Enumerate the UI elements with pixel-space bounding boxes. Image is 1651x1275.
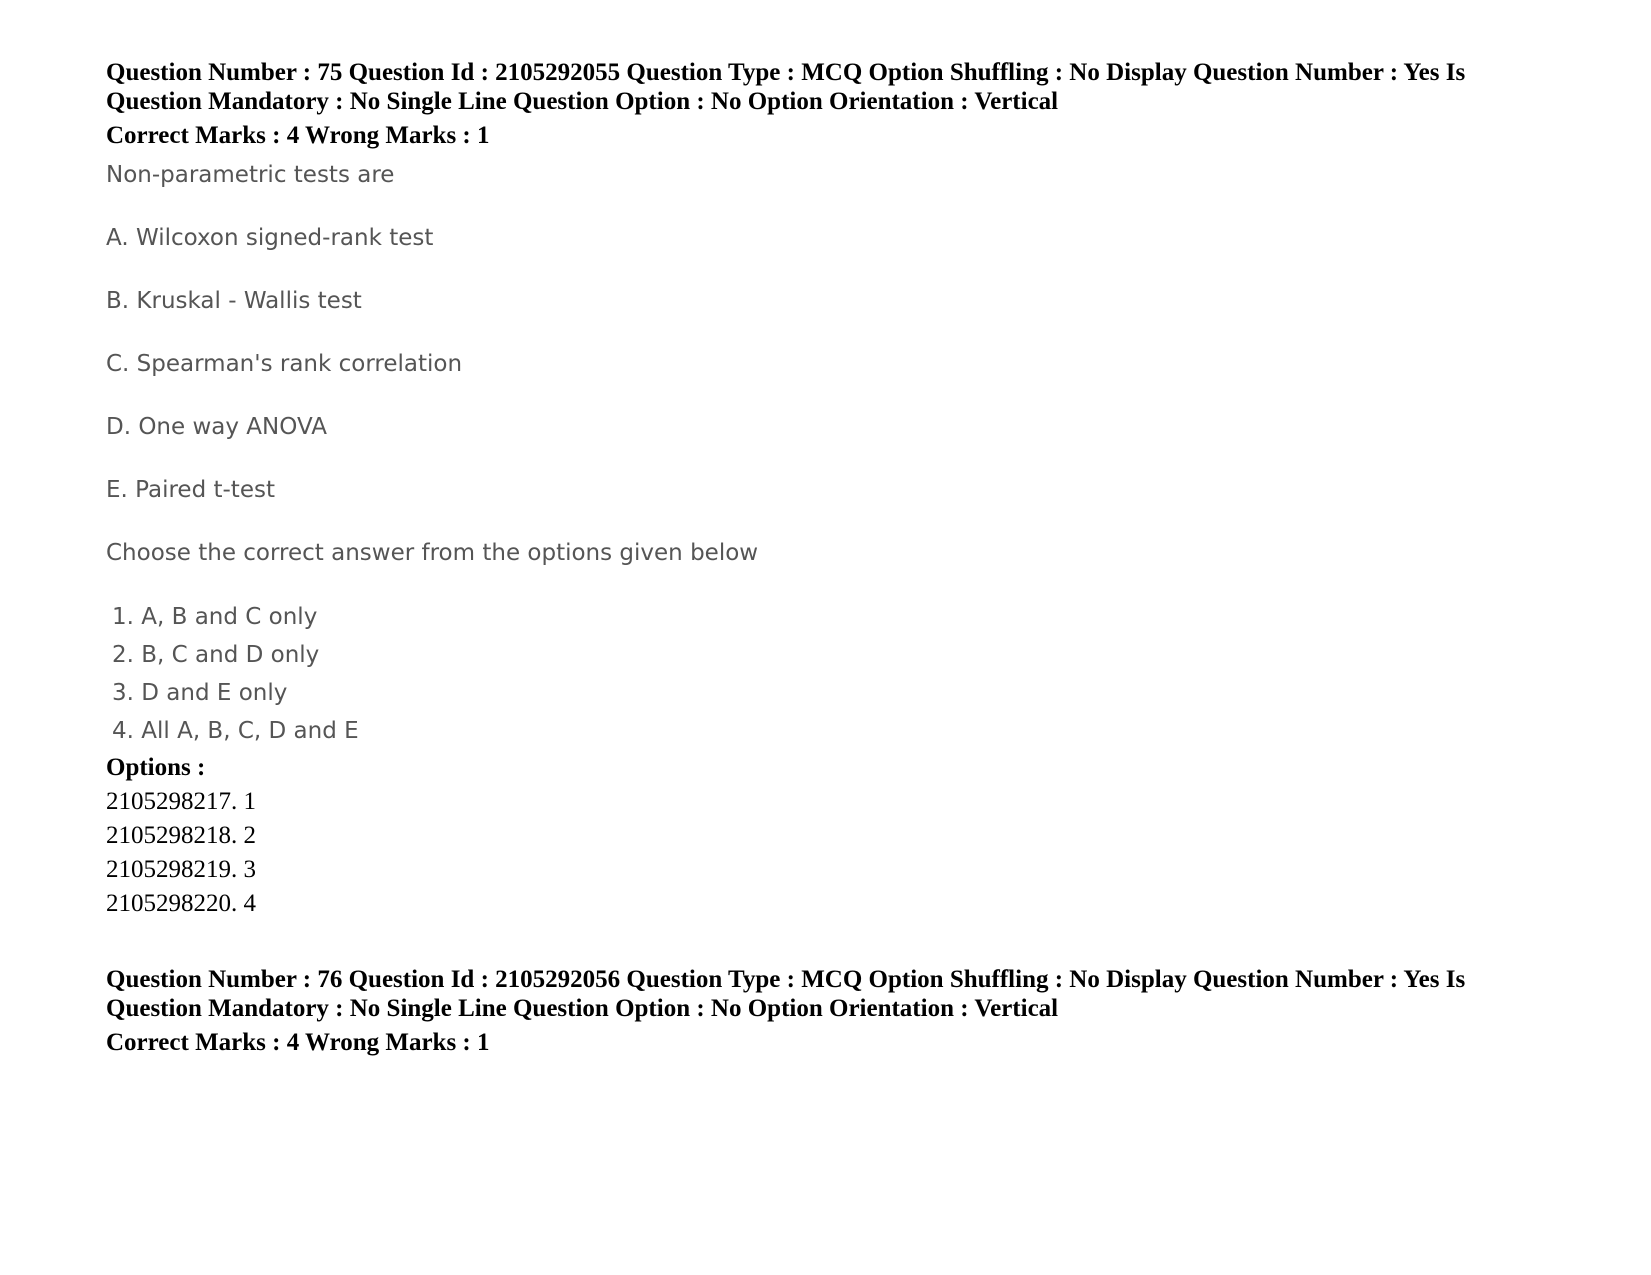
answer-choice-3: 3. D and E only — [112, 680, 288, 706]
question-75-block — [106, 58, 1556, 921]
option-item: 2105298217. 1 — [106, 788, 256, 815]
question-marks: Correct Marks : 4 Wrong Marks : 1 — [106, 122, 490, 149]
options-label: Options : — [106, 754, 206, 781]
statement-b: B. Kruskal - Wallis test — [106, 288, 362, 314]
question-meta-line-1: Question Number : 75 Question Id : 2105292055 Question Type : MCQ Option Shuffling : No Display Question Number : Yes Is — [106, 59, 1466, 86]
answer-choice-1: 1. A, B and C only — [112, 604, 318, 630]
statement-a: A. Wilcoxon signed-rank test — [106, 225, 434, 251]
options-list — [106, 785, 1556, 921]
question-image — [106, 160, 1556, 750]
option-item: 2105298219. 3 — [106, 856, 256, 883]
statement-e: E. Paired t-test — [106, 477, 275, 503]
statement-d: D. One way ANOVA — [106, 414, 327, 440]
answer-choice-2: 2. B, C and D only — [112, 642, 320, 668]
option-item: 2105298218. 2 — [106, 822, 256, 849]
question-meta-line-1: Question Number : 76 Question Id : 2105292056 Question Type : MCQ Option Shuffling : No Display Question Number : Yes Is — [106, 966, 1466, 993]
question-meta — [106, 965, 1556, 1023]
question-meta-line-2: Question Mandatory : No Single Line Question Option : No Option Orientation : Vertical — [106, 995, 1059, 1022]
question-meta-line-2: Question Mandatory : No Single Line Question Option : No Option Orientation : Vertical — [106, 88, 1059, 115]
answer-list — [106, 598, 1556, 750]
answer-choice-4: 4. All A, B, C, D and E — [112, 718, 359, 744]
choose-prompt: Choose the correct answer from the options given below — [106, 540, 759, 566]
statement-c: C. Spearman's rank correlation — [106, 351, 463, 377]
question-meta — [106, 58, 1556, 116]
question-stem: Non-parametric tests are — [106, 162, 395, 188]
document-page — [106, 58, 1556, 1057]
question-marks: Correct Marks : 4 Wrong Marks : 1 — [106, 1029, 490, 1056]
question-76-block — [106, 965, 1556, 1057]
option-item: 2105298220. 4 — [106, 890, 256, 917]
